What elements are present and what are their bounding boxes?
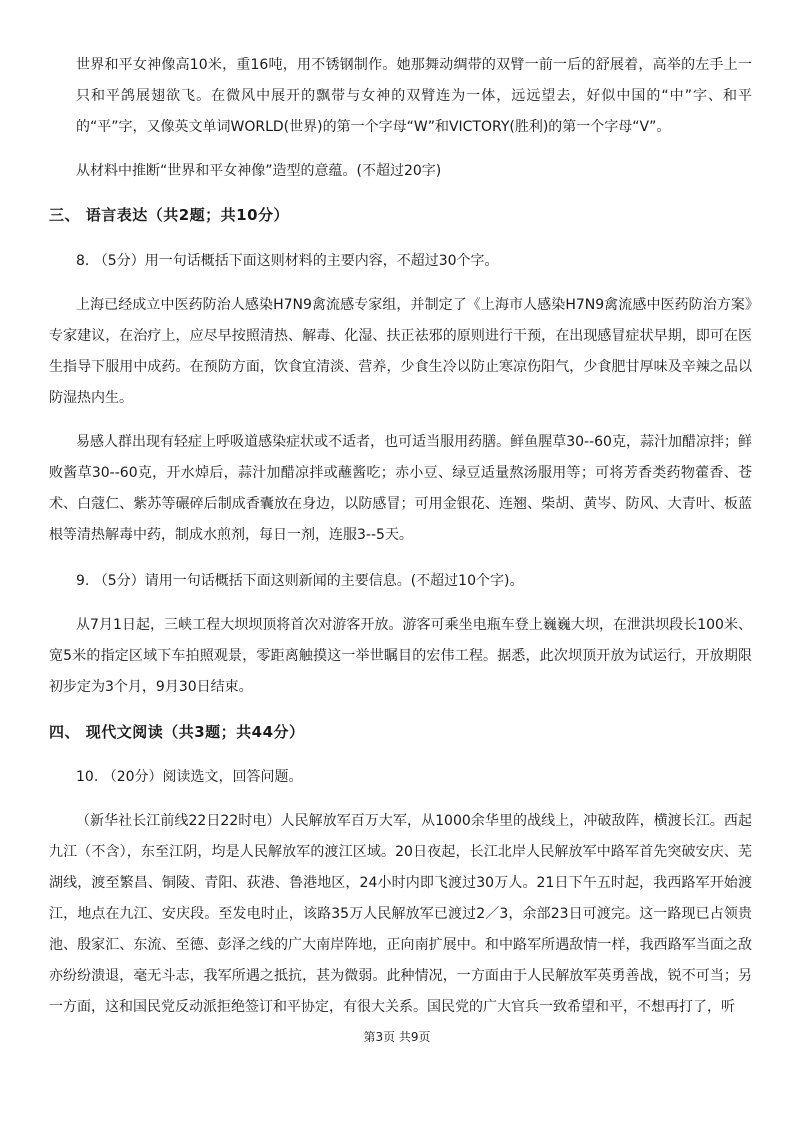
question-9-prompt: 9. （5分）请用一句话概括下面这则新闻的主要信息。(不超过10个字)。: [76, 573, 524, 589]
passage-intro: 世界和平女神像高10米，重16吨，用不锈钢制作。她那舞动绸带的双臂一前一后的舒展着，高举的左手上一只和平鸽展翅欲飞。在微风中展开的飘带与女神的双臂连为一体，远远望去，好似中国的“中”字、和平的“平”字，又像英文单词WORLD(世界)的第一个字母“W”和VICTORY(胜利)的第一个字母“V”。: [76, 57, 752, 135]
question-9-news-paragraph: 从7月1日起，三峡工程大坝坝顶将首次对游客开放。游客可乘坐电瓶车登上巍巍大坝，在泄洪坝段长100米、宽5米的指定区域下车拍照观景，零距离触摸这一举世瞩目的宏伟工程。据悉，此次坝顶开放为试运行，开放期限初步定为3个月，9月30日结束。: [49, 617, 752, 695]
section-3-title: 三、 语言表达（共2题；共10分）: [49, 206, 290, 224]
question-10-passage: （新华社长江前线22日22时电）人民解放军百万大军，从1000余华里的战线上，冲破敌阵，横渡长江。西起九江（不含），东至江阴，均是人民解放军的渡江区域。20日夜起，长江北岸人民解放军中路军首先突破安庆、芜湖线，渡至繁昌、铜陵、青阳、荻港、鲁港地区，24小时内即飞渡过30万人。21日下午五时起，我西路军开始渡江，地点在九江、安庆段。至发电时止，该路35万人民解放军已渡过2／3，余部23日可渡完。这一路现已占领贵池、殷家汇、东流、至德、彭泽之线的广大南岸阵地，正向南扩展中。和中路军所遇敌情一样，我西路军当面之敌亦纷纷溃退，毫无斗志，我军所遇之抵抗，甚为微弱。此种情况，一方面由于人民解放军英勇善战，锐不可当；另一方面，这和国民党反动派拒绝签订和平协定，有很大关系。国民党的广大官兵一致希望和平，不想再打了，听: [49, 813, 752, 1015]
passage-question: 从材料中推断“世界和平女神像”造型的意蕴。(不超过20字): [76, 163, 442, 179]
question-8-material-paragraph-2: 易感人群出现有轻症上呼吸道感染症状或不适者，也可适当服用药膳。鲜鱼腥草30--60克，蒜汁加醋凉拌；鲜败酱草30--60克，开水焯后，蒜汁加醋凉拌或蘸酱吃；赤小豆、绿豆适量熬汤服用等；可将芳香类药物藿香、苍术、白蔻仁、紫苏等碾碎后制成香囊放在身边，以防感冒；可用金银花、连翘、柴胡、黄岑、防风、大青叶、板蓝根等清热解毒中药，制成水煎剂，每日一剂，连服3--5天。: [49, 434, 752, 543]
page-footer: 第3页 共9页: [363, 1030, 431, 1044]
question-10-prompt: 10. （20分）阅读选文，回答问题。: [76, 769, 303, 785]
section-4-title: 四、 现代文阅读（共3题；共44分）: [49, 723, 305, 741]
question-8-prompt: 8. （5分）用一句话概括下面这则材料的主要内容，不超过30个字。: [76, 253, 499, 269]
question-8-material-paragraph-1: 上海已经成立中医药防治人感染H7N9禽流感专家组，并制定了《上海市人感染H7N9禽流感中医药防治方案》专家建议，在治疗上，应尽早按照清热、解毒、化湿、扶正祛邪的原则进行干预，在出现感冒症状早期，即可在医生指导下服用中成药。在预防方面，饮食宜清淡、营养，少食生冷以防止寒凉伤阳气，少食肥甘厚味及辛辣之品以防湿热内生。: [49, 297, 752, 406]
